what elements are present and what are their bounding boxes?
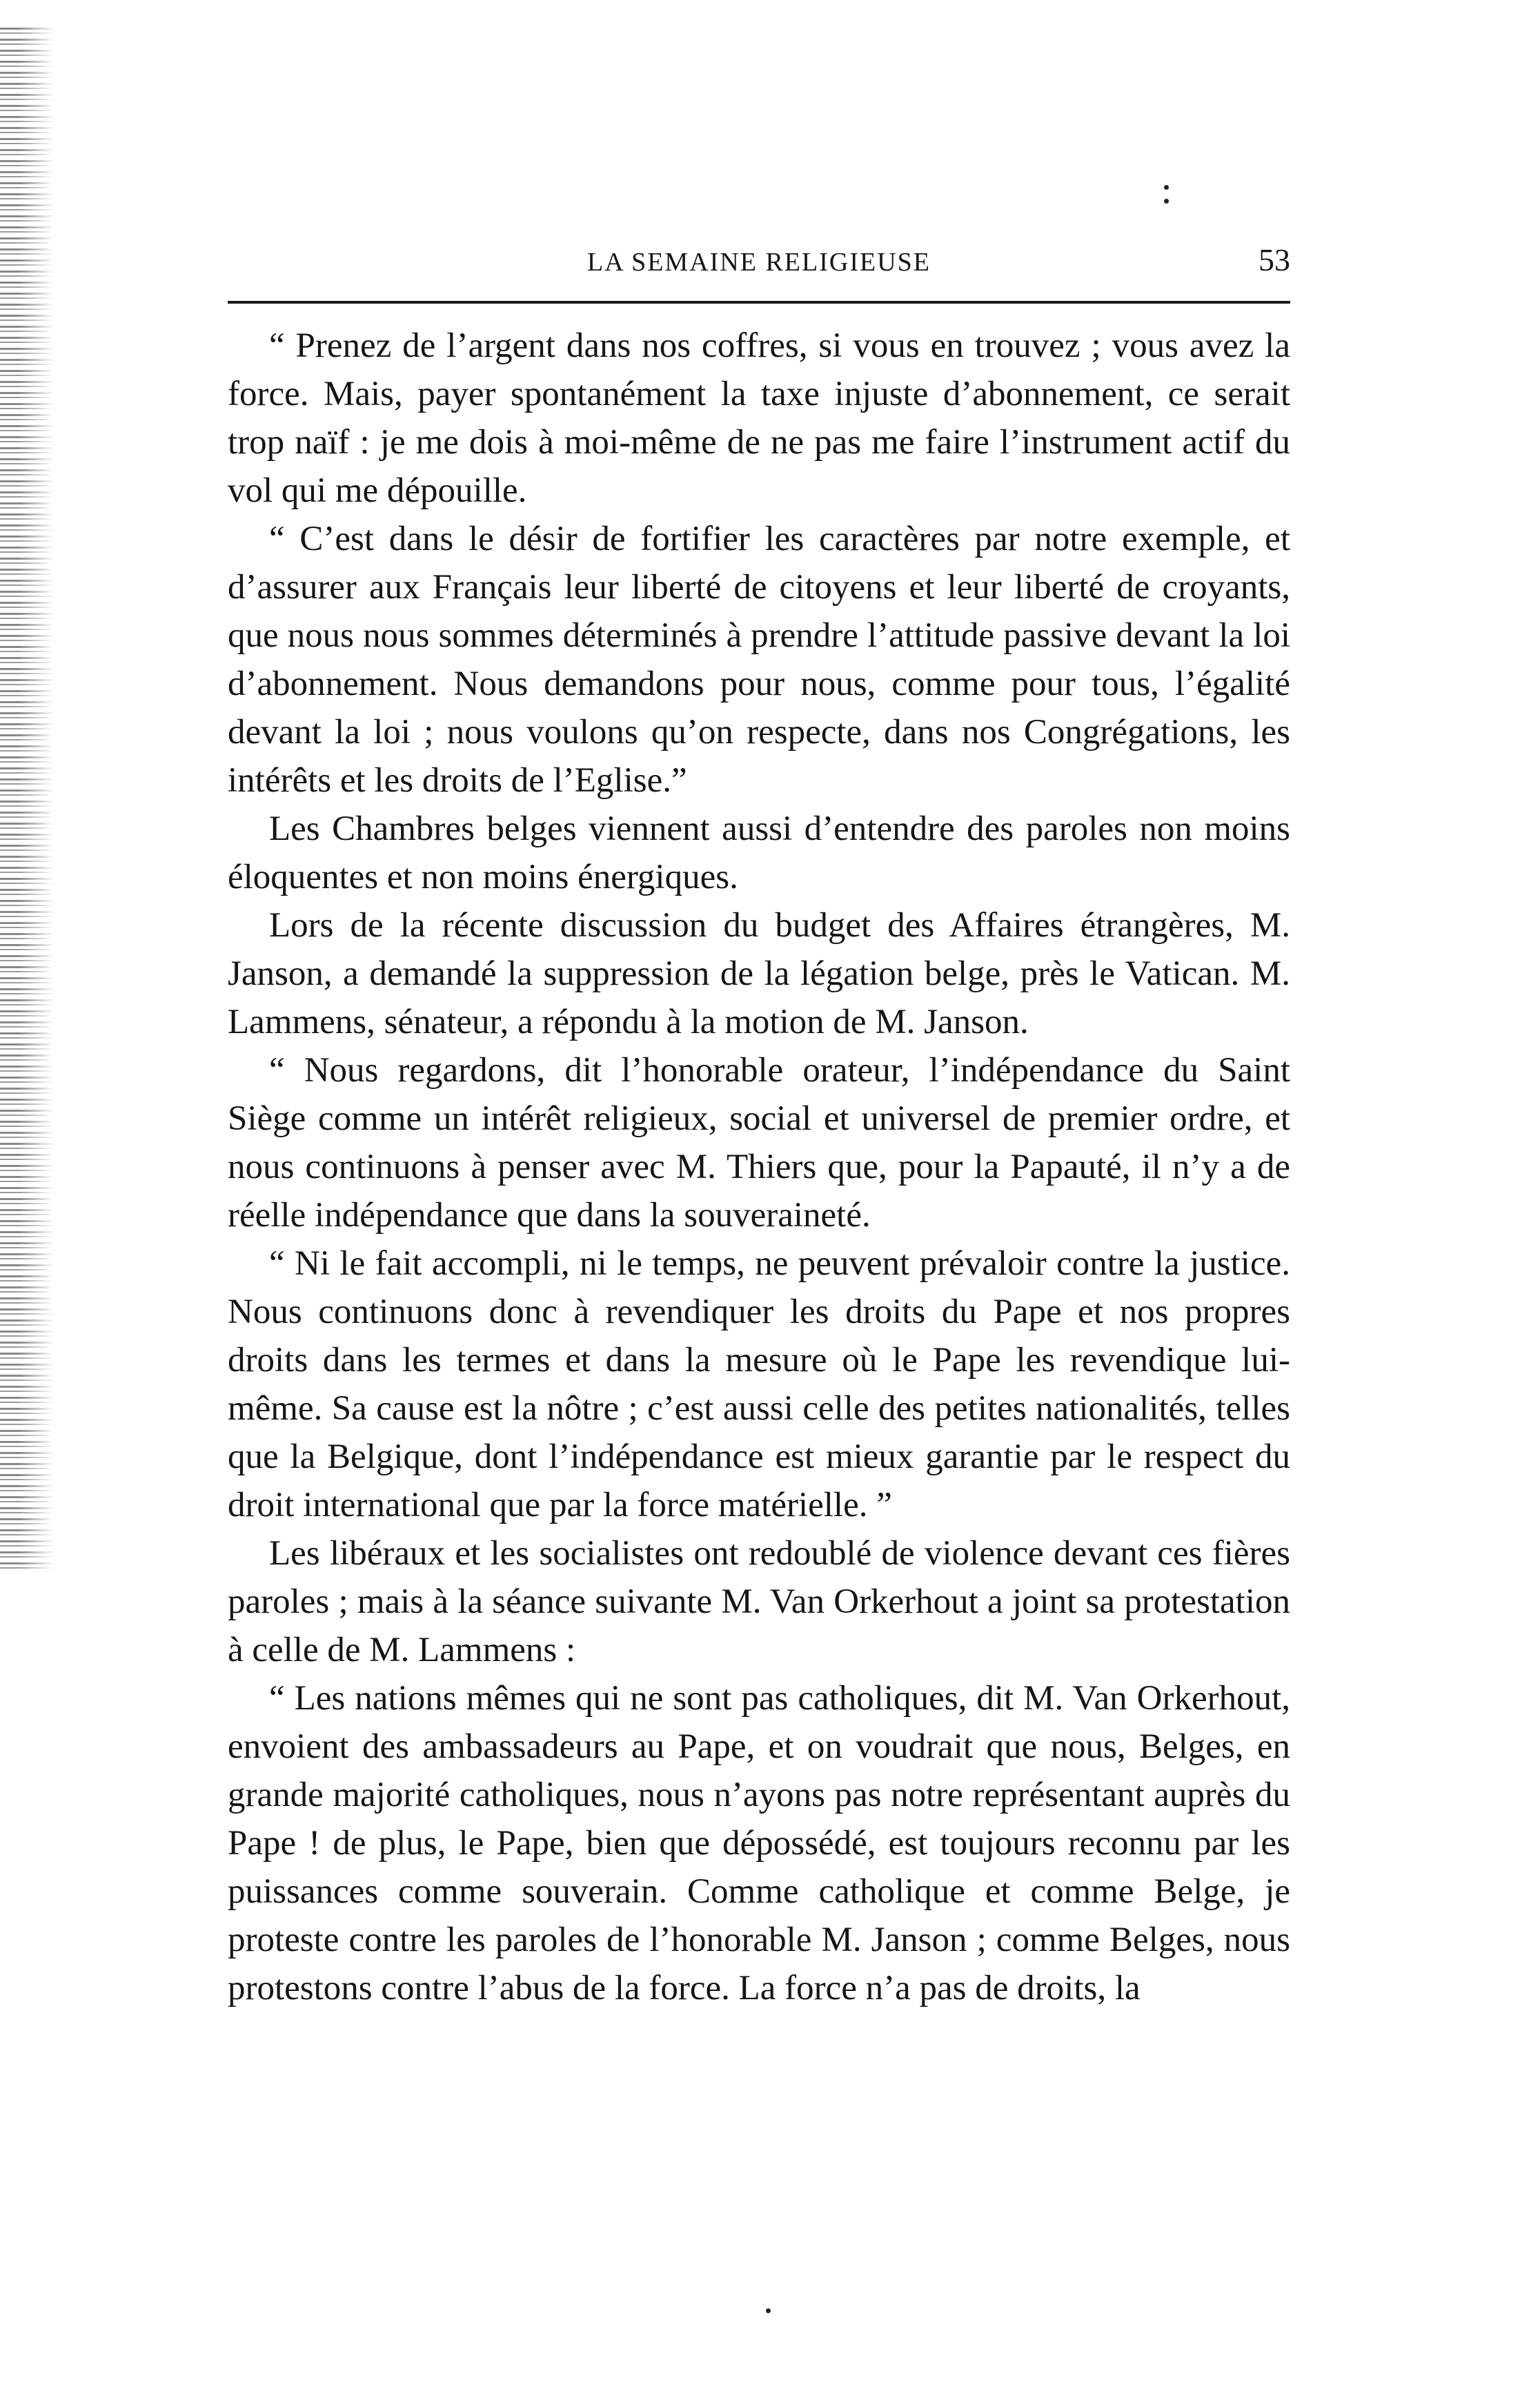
paragraph: “ Les nations mêmes qui ne sont pas catholiques, dit M. Van Orkerhout, envoient des ambassadeurs au Pape, et on voudrait que nous, Belges, en grande majorité catholiques, nous n’ayons pas notre représentant auprès du Pape ! de plus, le Pape, bien que dépossédé, est toujours reconnu par les puissances comme souverain. Comme catholique et comme Belge, je proteste contre les paroles de l’honorable M. Janson ; comme Belges, nous protestons contre l’abus de la force. La force n’a pas de droits, la	[228, 1679, 1290, 2008]
paragraph: “ C’est dans le désir de fortifier les caractères par notre exemple, et d’assurer aux Français leur liberté de citoyens et leur liberté de croyants, que nous nous sommes déterminés à prendre l’attitude passive devant la loi d’abonnement. Nous demandons pour nous, comme pour tous, l’égalité devant la loi ; nous voulons qu’on respecte, dans nos Congrégations, les intérêts et les droits de l’Eglise.”	[228, 520, 1290, 800]
paragraph: Les libéraux et les socialistes ont redoublé de violence devant ces fières paroles ; mais à la séance suivante M. Van Orkerhout a joint sa protestation à celle de M. Lammens :	[228, 1534, 1290, 1669]
ink-speck	[1164, 199, 1169, 204]
ink-speck	[766, 2308, 771, 2313]
page-number: 53	[1258, 242, 1290, 277]
paragraph: Les Chambres belges viennent aussi d’entendre des paroles non moins éloquentes et non moins énergiques.	[228, 809, 1290, 896]
paragraph: Lors de la récente discussion du budget des Affaires étrangères, M. Janson, a demandé la suppression de la légation belge, près le Vatican. M. Lammens, sénateur, a répondu à la motion de M. Janson.	[228, 906, 1290, 1041]
header-rule	[228, 301, 1290, 304]
paragraph: “ Ni le fait accompli, ni le temps, ne peuvent prévaloir contre la justice. Nous continuons donc à revendiquer les droits du Pape et nos propres droits dans les termes et dans la mesure où le Pape les revendique lui-même. Sa cause est la nôtre ; c’est aussi celle des petites nationalités, telles que la Belgique, dont l’indépendance est mieux garantie par le respect du droit international que par la force matérielle. ”	[228, 1244, 1290, 1524]
binding-edge-shadow	[0, 28, 54, 1573]
running-title: LA SEMAINE RELIGIEUSE	[587, 248, 931, 277]
paragraph: “ Prenez de l’argent dans nos coffres, si vous en trouvez ; vous avez la force. Mais, payer spontanément la taxe injuste d’abonnement, ce serait trop naïf : je me dois à moi-même de ne pas me faire l’instrument actif du vol qui me dépouille.	[228, 326, 1290, 510]
paragraph: “ Nous regardons, dit l’honorable orateur, l’indépendance du Saint Siège comme un intérêt religieux, social et universel de premier ordre, et nous continuons à penser avec M. Thiers que, pour la Papauté, il n’y a de réelle indépendance que dans la souveraineté.	[228, 1051, 1290, 1235]
running-header	[228, 240, 1290, 295]
body-text	[228, 322, 1290, 2012]
ink-speck	[1164, 185, 1169, 190]
